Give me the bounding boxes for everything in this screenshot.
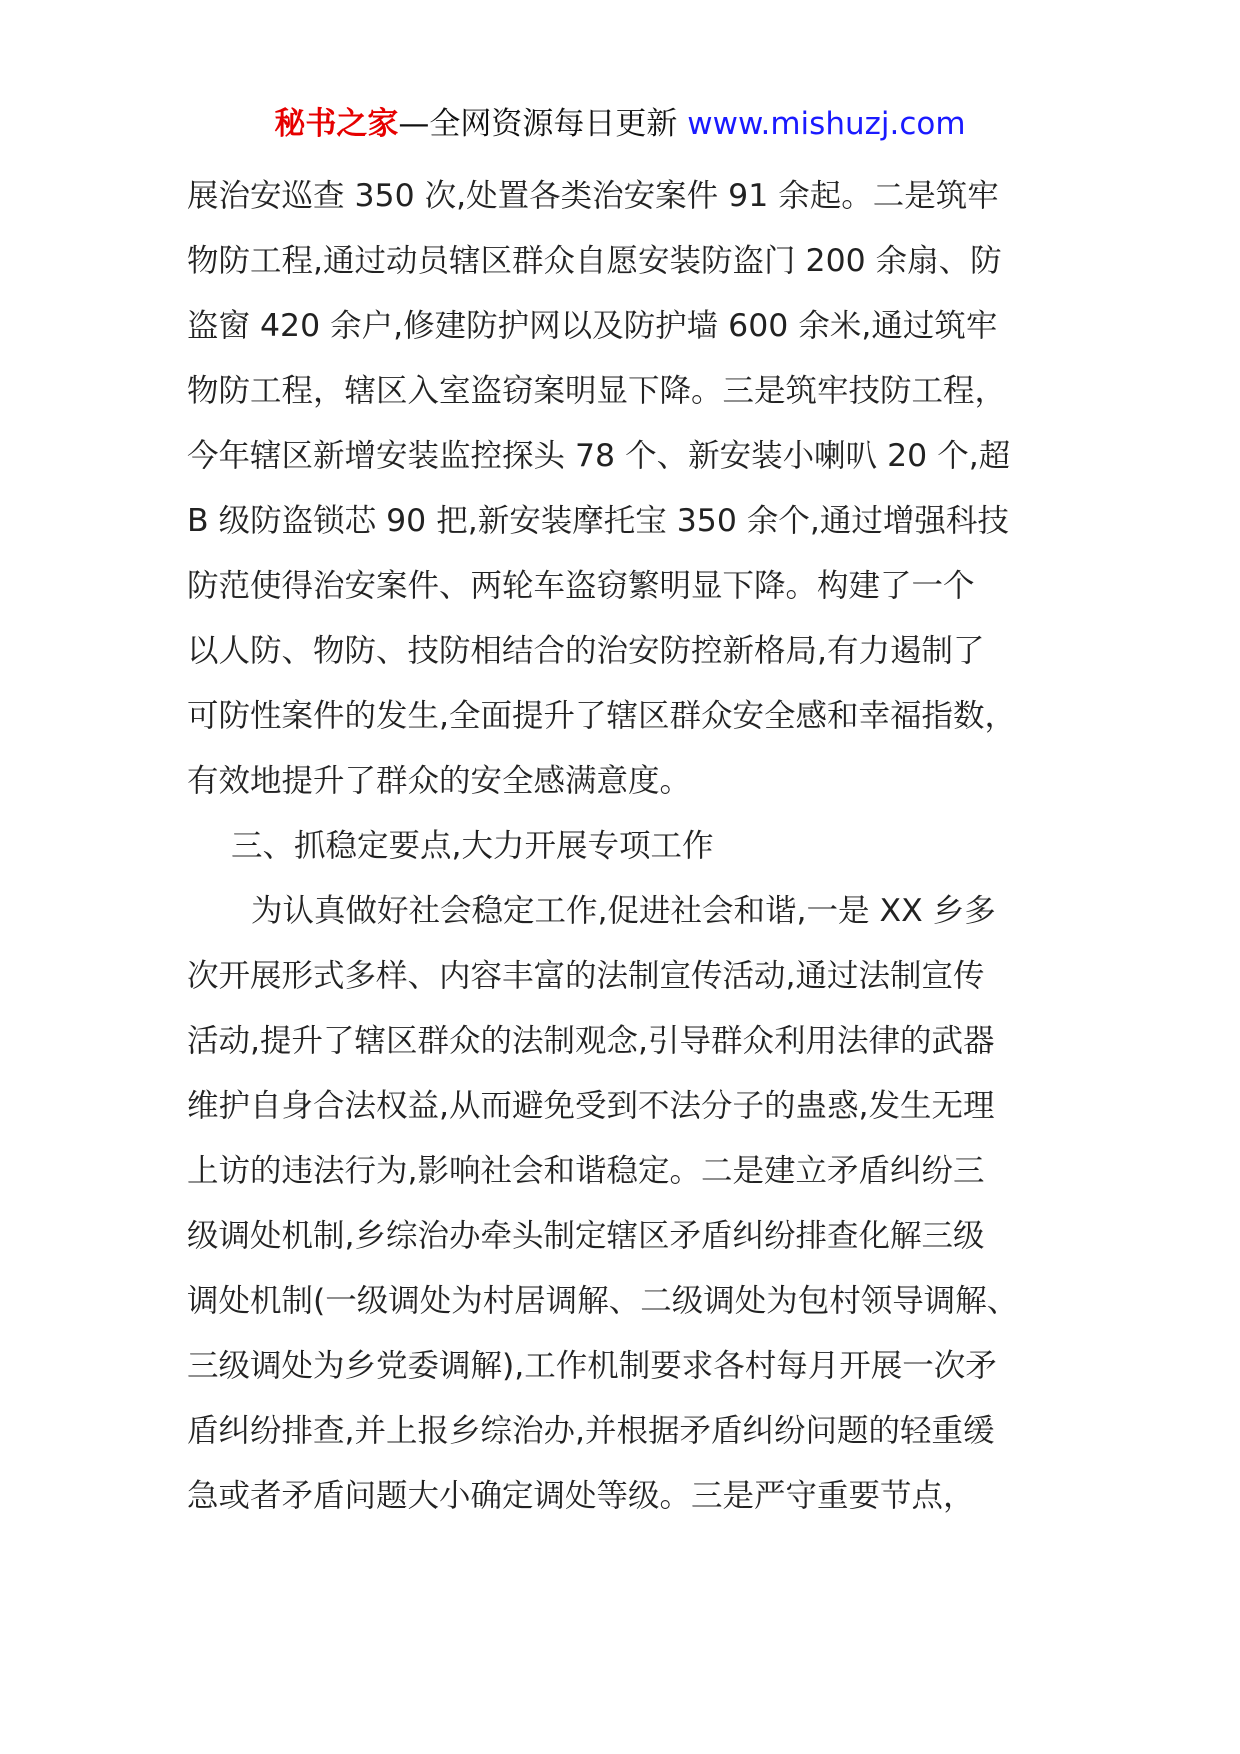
text-line: 上访的违法行为,影响社会和谐稳定。二是建立矛盾纠纷三: [187, 1153, 985, 1189]
text-line: 物防工程，辖区入室盗窃案明显下降。三是筑牢技防工程，: [187, 373, 1007, 409]
header-tagline: —全网资源每日更新: [398, 106, 678, 142]
text-line: 调处机制(一级调处为村居调解、二级调处为包村领导调解、: [187, 1283, 1019, 1319]
text-line: 今年辖区新增安装监控探头 78 个、新安装小喇叭 20 个,超: [187, 438, 1011, 474]
text-line: 以人防、物防、技防相结合的治安防控新格局,有力遏制了: [187, 633, 985, 669]
paragraph-first-line: 为认真做好社会稳定工作,促进社会和谐,一是 XX 乡多: [251, 893, 996, 929]
section-heading: 三、抓稳定要点,大力开展专项工作: [231, 828, 714, 864]
page-header: [0, 104, 1240, 144]
text-line: 级调处机制,乡综治办牵头制定辖区矛盾纠纷排查化解三级: [187, 1218, 985, 1254]
text-line: B 级防盗锁芯 90 把,新安装摩托宝 350 余个,通过增强科技: [187, 503, 1009, 539]
header-site-link[interactable]: www.mishuzj.com: [687, 106, 966, 142]
text-line: 三级调处为乡党委调解),工作机制要求各村每月开展一次矛: [187, 1348, 997, 1384]
text-line: 物防工程,通过动员辖区群众自愿安装防盗门 200 余扇、防: [187, 243, 1002, 279]
text-line: 防范使得治安案件、两轮车盗窃繁明显下降。构建了一个: [187, 568, 975, 604]
text-line: 维护自身合法权益,从而避免受到不法分子的蛊惑,发生无理: [187, 1088, 995, 1124]
text-line: 盾纠纷排查,并上报乡综治办,并根据矛盾纠纷问题的轻重缓: [187, 1413, 995, 1449]
text-line: 次开展形式多样、内容丰富的法制宣传活动,通过法制宣传: [187, 958, 985, 994]
text-line: 活动,提升了辖区群众的法制观念,引导群众利用法律的武器: [187, 1023, 995, 1059]
text-line: 展治安巡查 350 次,处置各类治安案件 91 余起。二是筑牢: [187, 178, 999, 214]
text-line: 盗窗 420 余户,修建防护网以及防护墙 600 余米,通过筑牢: [187, 308, 998, 344]
header-brand: 秘书之家: [274, 106, 399, 142]
text-line: 可防性案件的发生,全面提升了辖区群众安全感和幸福指数，: [187, 698, 1017, 734]
document-body: [187, 164, 1057, 1529]
text-line: 有效地提升了群众的安全感满意度。: [187, 763, 692, 799]
text-line: 急或者矛盾问题大小确定调处等级。三是严守重要节点，: [187, 1478, 975, 1514]
